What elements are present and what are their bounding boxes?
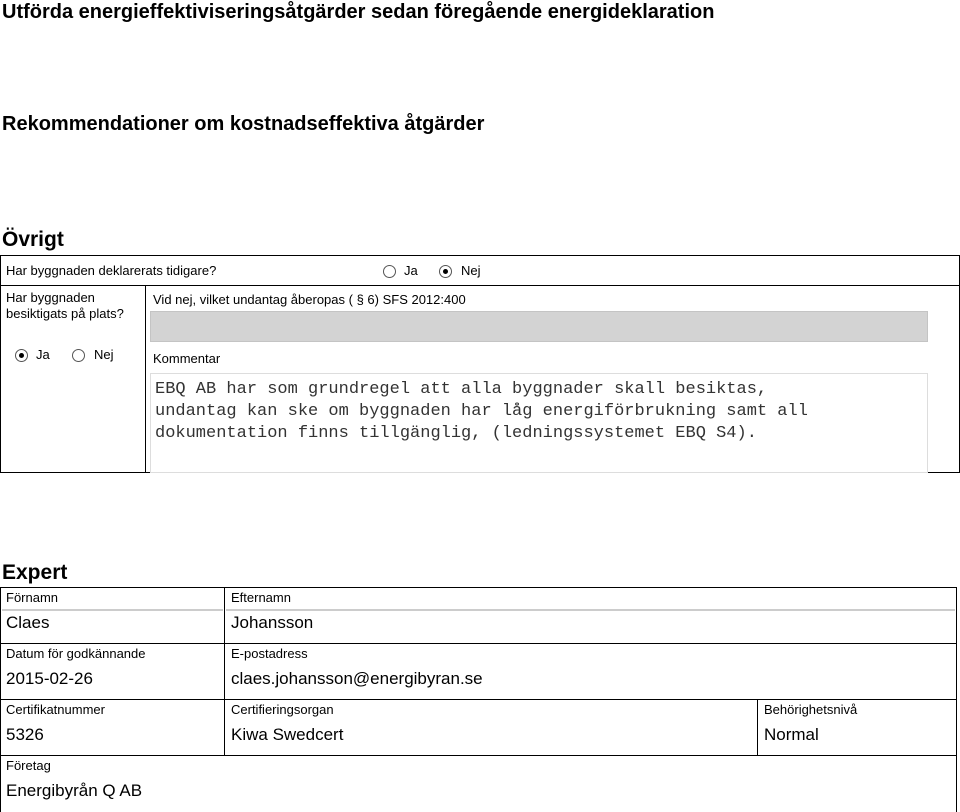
foretag-value: Energibyrån Q AB xyxy=(6,781,143,800)
fornamn-label: Förnamn xyxy=(6,590,59,605)
declared-before-nej-radio[interactable] xyxy=(439,265,452,278)
epost-value: claes.johansson@energibyran.se xyxy=(231,669,483,688)
declared-before-question: Har byggnaden deklarerats tidigare? xyxy=(6,263,217,278)
inspected-question-line2: besiktigats på plats? xyxy=(6,306,124,321)
behorighet-label: Behörighetsnivå xyxy=(764,702,858,717)
inspected-nej-radio[interactable] xyxy=(72,349,85,362)
expert-column-divider xyxy=(224,587,225,755)
inspected-ja-label: Ja xyxy=(36,347,50,362)
certnr-label: Certifikatnummer xyxy=(6,702,105,717)
expert-top-border xyxy=(0,587,957,588)
heading-recommendations: Rekommendationer om kostnadseffektiva åtgärder xyxy=(2,113,485,135)
foretag-label: Företag xyxy=(6,758,51,773)
behorighet-value: Normal xyxy=(764,725,819,744)
datum-value: 2015-02-26 xyxy=(6,669,93,688)
comment-textarea[interactable] xyxy=(150,373,928,473)
declared-before-ja-label: Ja xyxy=(404,263,418,278)
epost-label: E-postadress xyxy=(231,646,308,661)
efternamn-field-underline xyxy=(226,609,955,611)
declared-before-ja-radio[interactable] xyxy=(383,265,396,278)
other-divider xyxy=(0,285,960,286)
efternamn-value: Johansson xyxy=(231,613,314,632)
comment-text xyxy=(155,379,808,445)
heading-energy-measures: Utförda energieffektiviseringsåtgärder sedan föregående energideklaration xyxy=(2,1,715,23)
expert-column-divider xyxy=(757,699,758,755)
heading-expert: Expert xyxy=(2,561,68,584)
datum-label: Datum för godkännande xyxy=(6,646,146,661)
exception-input[interactable] xyxy=(150,311,928,342)
efternamn-label: Efternamn xyxy=(231,590,291,605)
inspected-ja-radio[interactable] xyxy=(15,349,28,362)
expert-row-divider xyxy=(0,643,957,644)
comment-label: Kommentar xyxy=(153,351,221,366)
fornamn-field-underline xyxy=(2,609,223,611)
certnr-value: 5326 xyxy=(6,725,44,744)
exception-label: Vid nej, vilket undantag åberopas ( § 6) SFS 2012:400 xyxy=(153,292,466,307)
comment-line: undantag kan ske om byggnaden har låg energiförbrukning samt all xyxy=(155,402,808,421)
other-column-divider xyxy=(145,285,146,473)
comment-line: dokumentation finns tillgänglig, (ledningssystemet EBQ S4). xyxy=(155,424,757,443)
expert-row-divider xyxy=(0,755,957,756)
comment-line: EBQ AB har som grundregel att alla byggnader skall besiktas, xyxy=(155,380,768,399)
expert-row-divider xyxy=(0,699,957,700)
certorgan-label: Certifieringsorgan xyxy=(231,702,334,717)
inspected-question-line1: Har byggnaden xyxy=(6,290,95,305)
heading-other: Övrigt xyxy=(2,228,64,251)
certorgan-value: Kiwa Swedcert xyxy=(231,725,344,744)
inspected-question xyxy=(6,290,124,322)
fornamn-value: Claes xyxy=(6,613,50,632)
declared-before-nej-label: Nej xyxy=(461,263,481,278)
inspected-nej-label: Nej xyxy=(94,347,114,362)
